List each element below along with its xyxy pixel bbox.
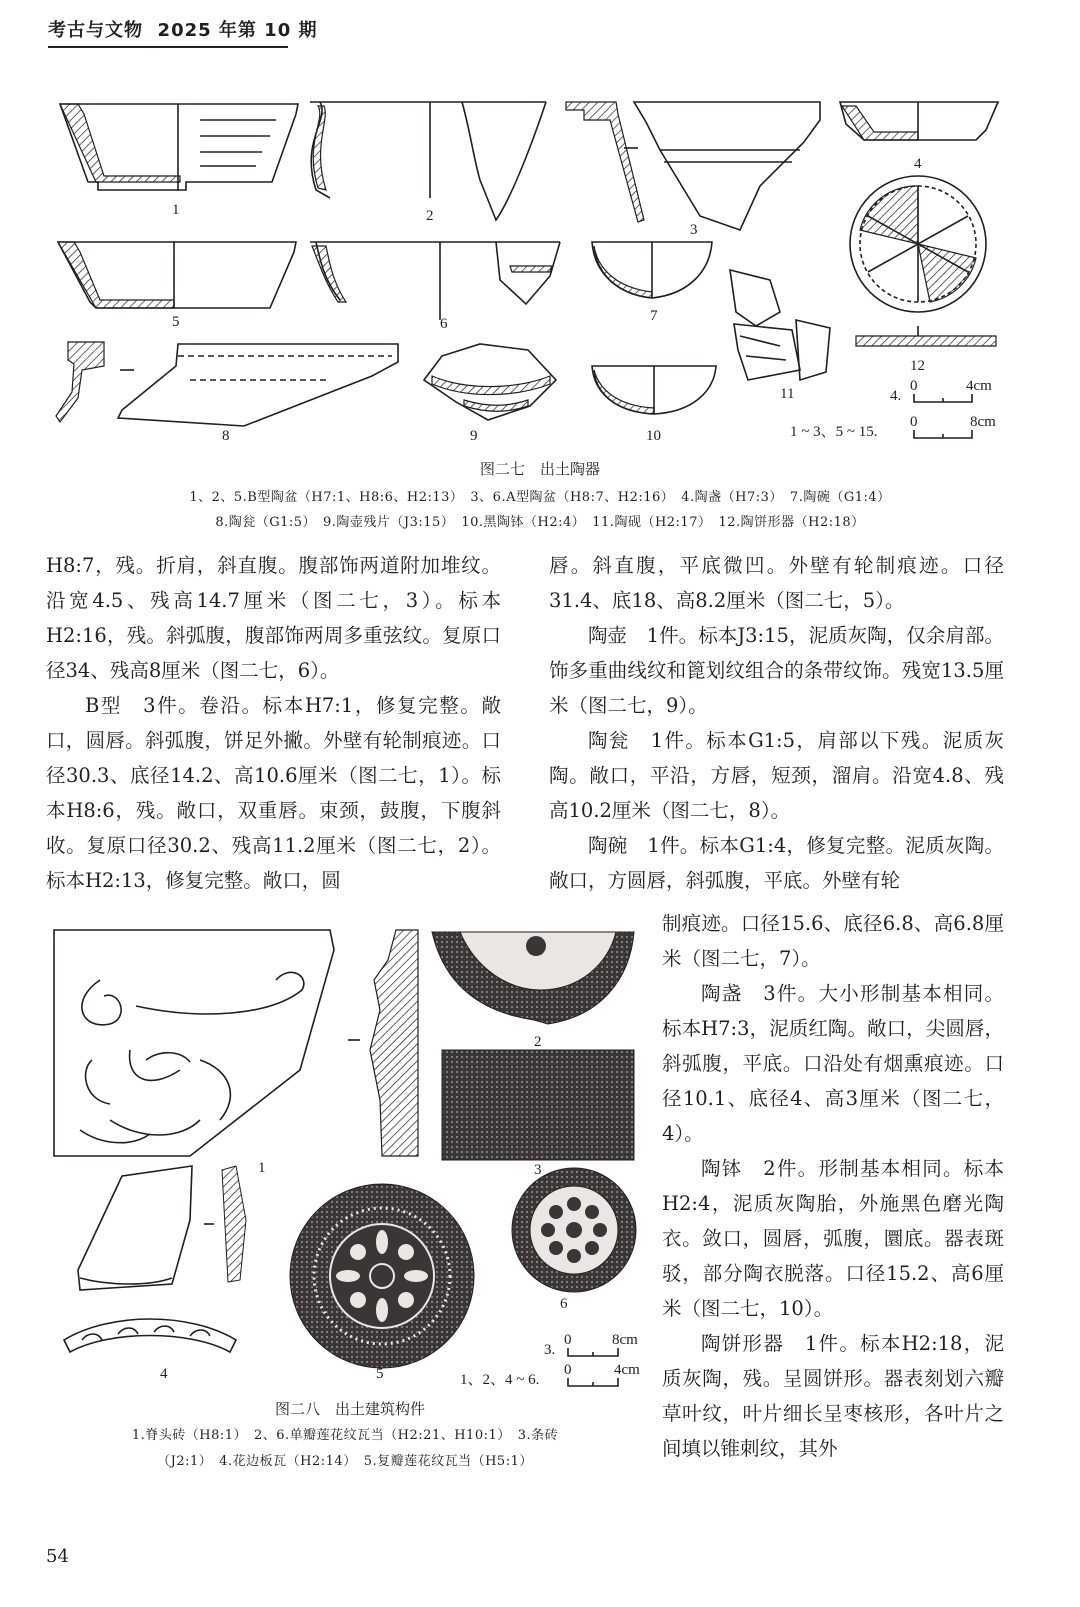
fig28-label-1: 1: [258, 1160, 266, 1176]
fig28-label-2: 2: [534, 1034, 542, 1050]
fig28-item-3: [442, 1050, 634, 1160]
fig27-title: 图二七 出土陶器: [479, 460, 600, 478]
fig27-label-2: 2: [426, 208, 434, 224]
fig27-label-3: 3: [690, 222, 698, 238]
fig27-scale-a-label: 4.: [890, 388, 902, 404]
issue-label: 2025 年第 10 期: [157, 20, 318, 41]
fig28-item-4: [64, 1166, 246, 1352]
fig28-title: 图二八 出土建筑构件: [274, 1400, 425, 1418]
paragraph: 制痕迹。口径15.6、底径6.8、高6.8厘米（图二七，7）。: [662, 912, 1004, 970]
fig28-label-3: 3: [534, 1162, 542, 1178]
fig27-item-2: [310, 102, 546, 220]
text-left-column: [46, 548, 501, 898]
paragraph: 陶瓮 1件。标本G1:5，肩部以下残。泥质灰陶。敞口，平沿，方唇，短颈，溜肩。沿宽4.8、残高10.2厘米（图二七，8）。: [549, 729, 1004, 822]
fig27-label-10: 10: [646, 428, 661, 444]
fig27-item-12: [850, 176, 996, 346]
figure27-drawings: [0, 80, 1080, 460]
fig28-caption-line2: （J2:1） 4.花边板瓦（H2:14） 5.复瓣莲花纹瓦当（H5:1）: [157, 1454, 533, 1469]
fig28-item-6: [512, 1168, 636, 1292]
page-number: 54: [46, 1546, 69, 1567]
paragraph: 陶壶 1件。标本J3:15，泥质灰陶，仅余肩部。饰多重曲线纹和篦划纹组合的条带纹饰。残宽13.5厘米（图二七，9）。: [549, 624, 1004, 717]
journal-name: 考古与文物: [48, 20, 143, 41]
fig27-item-3: [566, 102, 820, 230]
fig27-item-8: [56, 342, 398, 426]
fig27-item-10: [592, 366, 716, 414]
fig27-scale-b-end: 8cm: [970, 414, 996, 430]
paragraph: 陶碗 1件。标本G1:4，修复完整。泥质灰陶。敞口，方圆唇，斜弧腹，平底。外壁有轮: [549, 834, 1004, 892]
fig27-scale-a-zero: 0: [910, 378, 918, 394]
running-header: [48, 16, 318, 42]
fig27-item-11: [730, 270, 830, 380]
fig28-label-5: 5: [376, 1366, 384, 1382]
fig27-label-8: 8: [222, 428, 230, 444]
fig28-item-1-section: [370, 930, 418, 1156]
fig27-label-7: 7: [650, 308, 658, 324]
fig27-label-9: 9: [470, 428, 478, 444]
fig28-scale-b-zero: 0: [564, 1362, 572, 1378]
paragraph: 唇。斜直腹，平底微凹。外壁有轮制痕迹。口径31.4、底18、高8.2厘米（图二七，5）。: [549, 554, 1004, 612]
paragraph: 陶盏 3件。大小形制基本相同。标本H7:3，泥质红陶。敞口，尖圆唇，斜弧腹，平底。口沿处有烟熏痕迹。口径10.1、底径4、高3厘米（图二七，4）。: [662, 982, 1004, 1145]
fig27-label-5: 5: [172, 314, 180, 330]
fig28-scale-a-label: 3.: [544, 1342, 556, 1358]
paragraph: 陶饼形器 1件。标本H2:18，泥质灰陶，残。呈圆饼形。器表刻划六瓣草叶纹，叶片细长呈枣核形，各叶片之间填以锥刺纹，其外: [662, 1332, 1004, 1460]
fig28-caption-line1: 1.脊头砖（H8:1） 2、6.单瓣莲花纹瓦当（H2:21、H10:1） 3.条砖: [131, 1428, 559, 1443]
fig27-label-6: 6: [440, 316, 448, 332]
fig28-scale-b-end: 4cm: [614, 1362, 640, 1378]
fig28-scale-a-zero: 0: [564, 1332, 572, 1348]
paragraph: H8:7，残。折肩，斜直腹。腹部饰两道附加堆纹。沿宽4.5、残高14.7厘米（图二七，3）。标本H2:16，残。斜弧腹，腹部饰两周多重弦纹。复原口径34、残高8厘米（图二七，6）。: [46, 554, 501, 682]
fig27-item-7: [592, 242, 712, 298]
fig28-item-2: [432, 932, 634, 1024]
text-narrow-column: [662, 906, 1004, 1466]
fig28-scale-b-bar: [568, 1378, 618, 1386]
fig28-item-1: [54, 930, 334, 1156]
fig28-scale-a-end: 8cm: [612, 1332, 638, 1348]
fig27-item-4: [840, 102, 998, 140]
fig27-label-1: 1: [172, 202, 180, 218]
text-right-column: [549, 548, 1004, 898]
fig27-scale-b-bar: [914, 430, 972, 438]
fig27-item-9: [424, 344, 556, 420]
fig27-item-1: [60, 104, 298, 190]
fig28-label-6: 6: [560, 1296, 568, 1312]
fig27-item-5: [58, 242, 296, 308]
fig28-label-4: 4: [160, 1366, 168, 1382]
fig27-item-6: [310, 242, 560, 320]
fig28-item-5: [290, 1184, 474, 1368]
fig27-label-4: 4: [914, 156, 922, 172]
fig27-scale-b-zero: 0: [910, 414, 918, 430]
fig27-caption-line1: 1、2、5.B型陶盆（H7:1、H8:6、H2:13） 3、6.A型陶盆（H8:7、H2:16） 4.陶盏（H7:3） 7.陶碗（G1:4）: [189, 490, 891, 505]
paragraph: 陶钵 2件。形制基本相同。标本H2:4，泥质灰陶胎，外施黑色磨光陶衣。敛口，圆唇，弧腹，圜底。器表斑驳，部分陶衣脱落。口径15.2、高6厘米（图二七，10）。: [662, 1157, 1004, 1320]
fig27-scale-a-bar: [914, 394, 972, 402]
paragraph: B型 3件。卷沿。标本H7:1，修复完整。敞口，圆唇。斜弧腹，饼足外撇。外壁有轮制痕迹。口径30.3、底径14.2、高10.6厘米（图二七，1）。标本H8:6，残。敞口，双重唇。束颈，鼓腹，下腹斜收。复原口径30.2、残高11.2厘米（图二七，2）。标本H2:13，修复完整。敞口，圆: [46, 694, 501, 892]
fig27-label-12: 12: [910, 358, 925, 374]
fig28-scale-b-label: 1、2、4 ~ 6.: [460, 1372, 540, 1388]
figure28-drawings: [40, 920, 650, 1400]
fig27-label-11: 11: [780, 386, 795, 402]
fig28-scale-a-bar: [568, 1348, 618, 1356]
fig27-scale-b-label: 1 ~ 3、5 ~ 15.: [790, 424, 878, 440]
fig27-caption-line2: 8.陶瓮（G1:5） 9.陶壶残片（J3:15） 10.黑陶钵（H2:4） 11.陶砚（H2:17） 12.陶饼形器（H2:18）: [215, 515, 865, 530]
fig27-scale-a-end: 4cm: [966, 378, 992, 394]
header-rule: [48, 46, 288, 48]
